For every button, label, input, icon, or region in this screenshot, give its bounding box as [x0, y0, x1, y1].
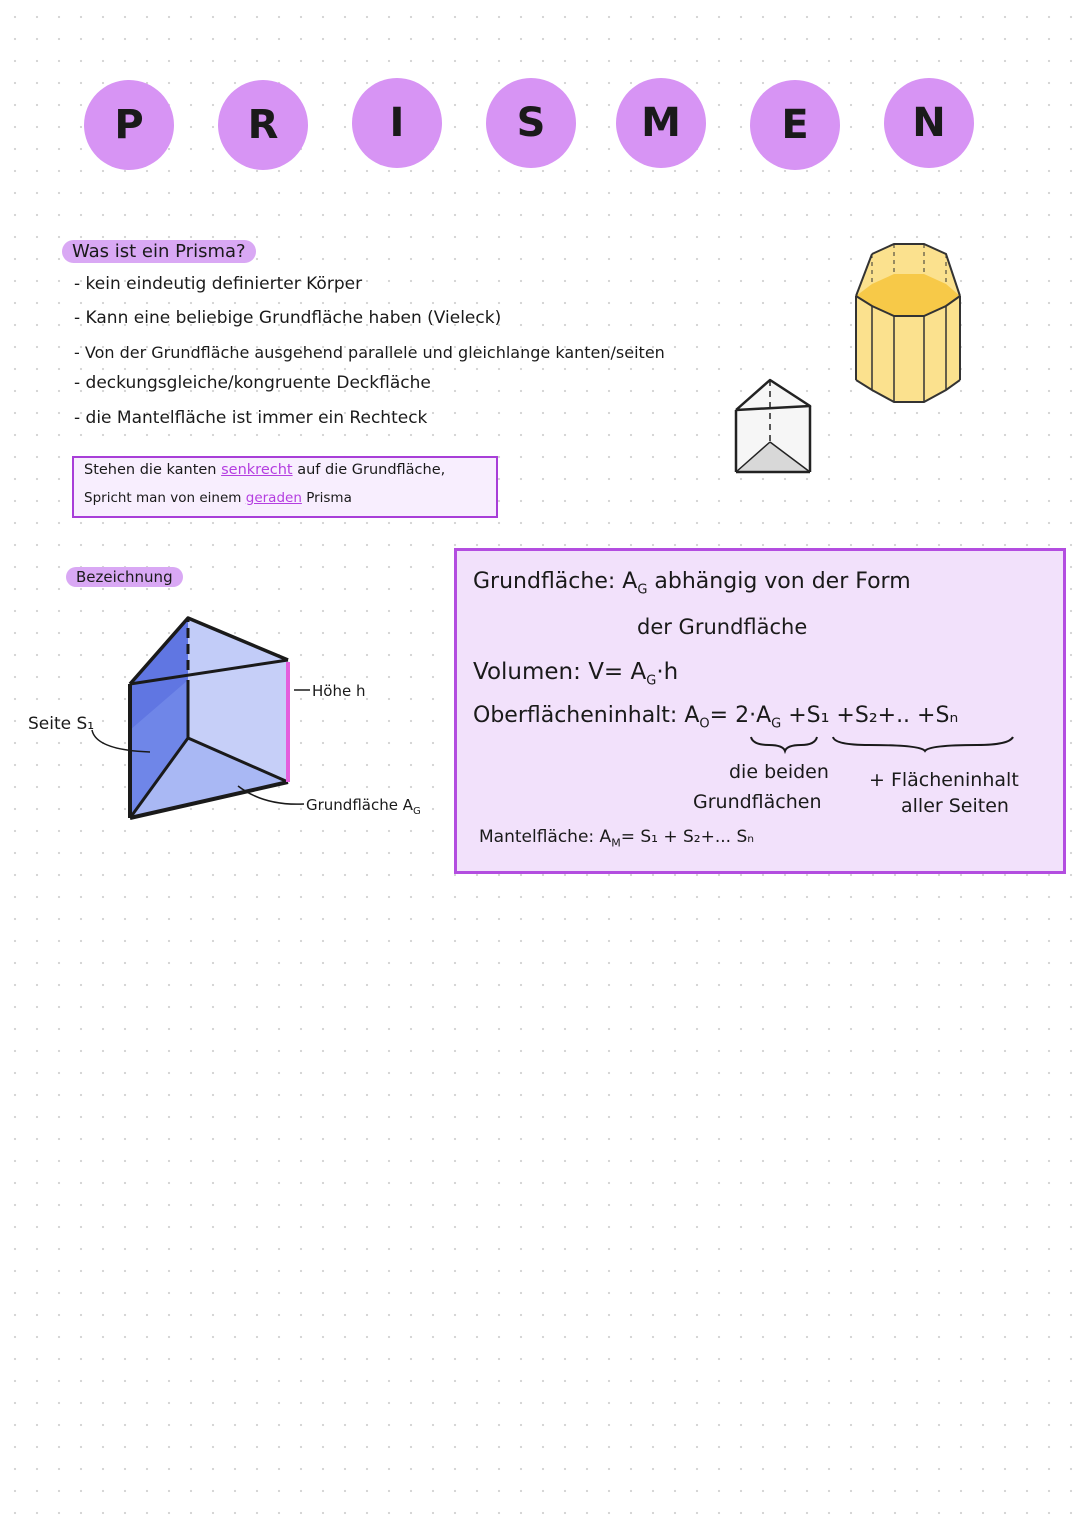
- base-area-text-2: der Grundfläche: [637, 615, 808, 639]
- label-base: [306, 796, 421, 817]
- title-letter-m: M: [616, 78, 706, 168]
- title-letter-e: E: [750, 80, 840, 170]
- title-row: [0, 0, 1080, 200]
- lateral-sub-m: M: [611, 836, 621, 850]
- lateral-expr-b: = S₁ + S₂+... Sₙ: [620, 827, 755, 847]
- title-letter-p: P: [84, 80, 174, 170]
- note-line-1: [84, 462, 445, 478]
- brace2-line-1: + Flächeninhalt: [869, 769, 1019, 791]
- hexagonal-prism-sketch: [850, 240, 966, 406]
- base-area-sub: G: [637, 582, 648, 598]
- lateral-label: Mantelfläche:: [479, 827, 595, 847]
- intro-point-4: - deckungsgleiche/kongruente Deckfläche: [74, 373, 431, 393]
- intro-point-1: - kein eindeutig definierter Körper: [74, 274, 363, 294]
- base-area-expr: A: [622, 569, 638, 594]
- note-highlight-geraden: geraden: [245, 490, 302, 506]
- label-height: Höhe h: [312, 682, 366, 700]
- note-line-1-prefix: Stehen die kanten: [84, 462, 217, 478]
- brace1-line-1: die beiden: [729, 761, 829, 783]
- brace1-line-2: Grundflächen: [693, 791, 822, 813]
- formula-box: [454, 548, 1066, 874]
- note-highlight-senkrecht: senkrecht: [221, 462, 293, 478]
- volume-label: Volumen:: [473, 659, 581, 685]
- intro-heading: Was ist ein Prisma?: [62, 240, 256, 263]
- diagram-heading: Bezeichnung: [66, 567, 183, 587]
- intro-point-2: - Kann eine beliebige Grundfläche haben (Vieleck): [74, 308, 502, 328]
- note-line-2-suffix: Prisma: [306, 490, 352, 506]
- intro-point-5: - die Mantelfläche ist immer ein Rechteck: [74, 408, 428, 428]
- label-side: Seite S₁: [28, 714, 95, 734]
- lateral-line: [479, 827, 754, 849]
- note-line-1-suffix: auf die Grundfläche,: [297, 462, 446, 478]
- formula-braces: [457, 551, 1057, 871]
- brace2-line-2: aller Seiten: [901, 795, 1009, 817]
- note-line-2-prefix: Spricht man von einem: [84, 490, 242, 506]
- surface-sub-g: G: [771, 716, 782, 732]
- volume-expr: V= A: [588, 659, 647, 685]
- label-base-sub: G: [412, 806, 421, 817]
- triangular-prism-sketch: [728, 372, 818, 480]
- title-letter-r: R: [218, 80, 308, 170]
- surface-sub-o: O: [699, 716, 710, 732]
- volume-sub: G: [646, 673, 657, 689]
- base-area-label: Grundfläche:: [473, 569, 616, 594]
- base-area-text: abhängig von der Form: [654, 569, 911, 594]
- label-base-text: Grundfläche A: [306, 796, 413, 814]
- surface-expr-b: = 2·A: [709, 703, 772, 728]
- title-letter-n: N: [884, 78, 974, 168]
- title-letter-i: I: [352, 78, 442, 168]
- volume-expr-end: ·h: [656, 659, 679, 685]
- surface-expr-c: +S₁ +S₂+.. +Sₙ: [788, 703, 959, 728]
- note-line-2: [84, 490, 352, 506]
- lateral-expr-a: A: [599, 827, 612, 847]
- title-letter-s: S: [486, 78, 576, 168]
- right-prism-note-box: [72, 456, 498, 518]
- intro-point-3: - Von der Grundfläche ausgehend parallele und gleichlange kanten/seiten: [74, 343, 665, 362]
- surface-label: Oberflächeninhalt:: [473, 703, 678, 728]
- surface-expr-a: A: [684, 703, 700, 728]
